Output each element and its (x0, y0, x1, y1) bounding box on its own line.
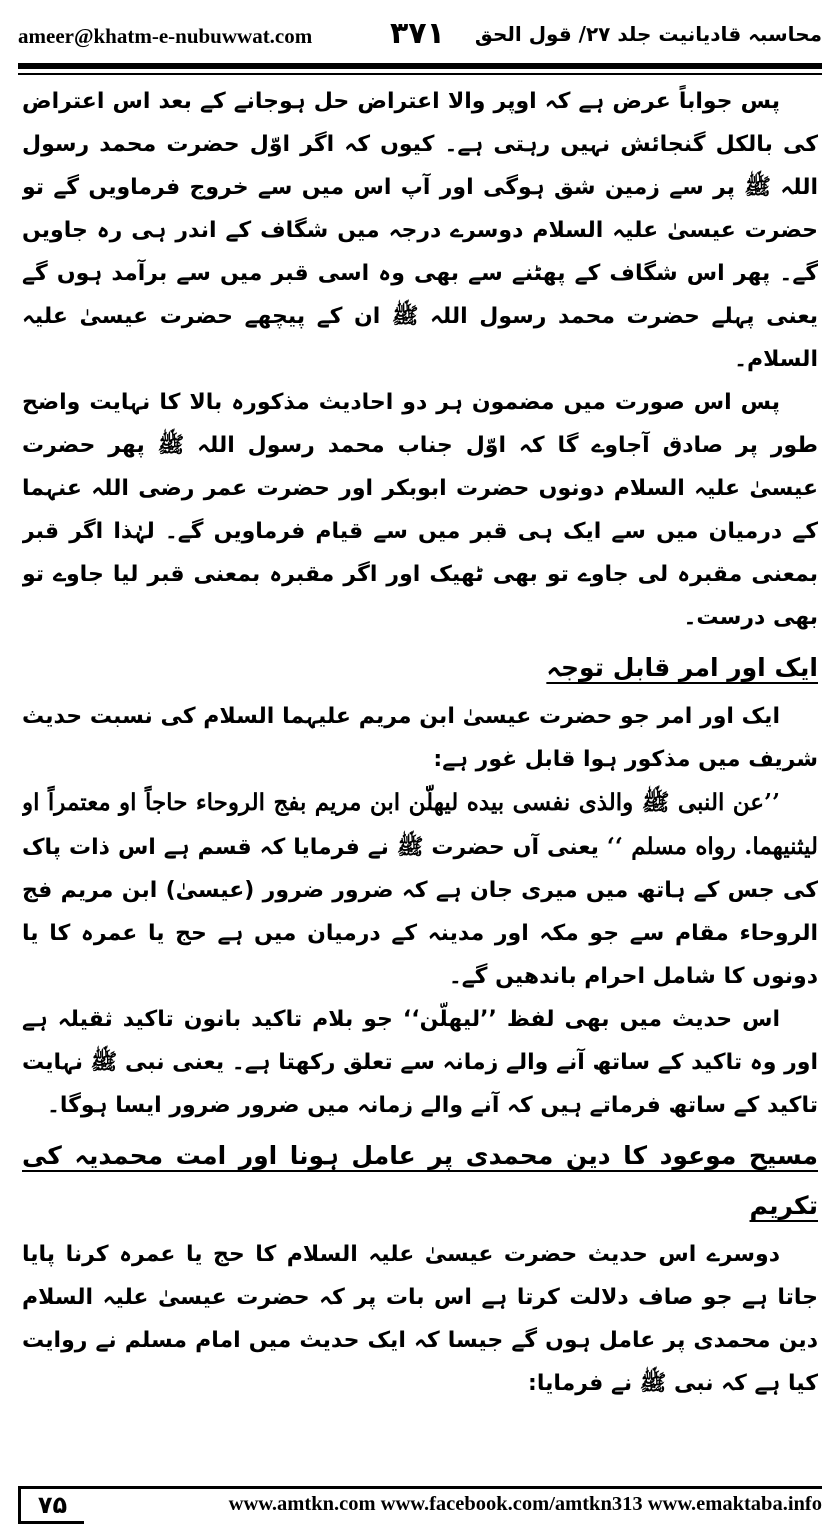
paragraph-6: دوسرے اس حدیث حضرت عیسیٰ علیہ السلام کا حج یا عمرہ کرنا پایا جاتا ہے جو صاف دلالت کرتا ہے اس بات پر کہ حضرت عیسیٰ علیہ السلام دین محمدی پر عامل ہوں گے جیسا کہ ایک حدیث میں امام مسلم نے روایت کیا ہے کہ نبی ﷺ نے فرمایا: (22, 1242, 818, 1396)
page-footer (18, 1486, 822, 1526)
footer-page-number: ۷۵ (18, 1486, 84, 1524)
footer-rule (84, 1486, 822, 1489)
header-rule-thick (18, 63, 822, 69)
page-body (22, 80, 818, 1480)
section-heading-1: ایک اور امر قابل توجہ (546, 653, 818, 682)
footer-website-links: www.amtkn.com www.facebook.com/amtkn313 www.emaktaba.info (228, 1493, 822, 1515)
header-page-number: ۳۷۱ (390, 16, 445, 51)
section-heading-2: مسیح موعود کا دین محمدی پر عامل ہونا اور امت محمدیہ کی تکریم (22, 1141, 818, 1220)
hadith-paragraph (22, 781, 818, 998)
header-book-title: محاسبہ قادیانیت جلد ۲۷/ قول الحق (474, 22, 822, 46)
hadith-urdu-translation: یعنی آں حضرت ﷺ نے فرمایا کہ قسم ہے اس ذات پاک کی جس کے ہاتھ میں میری جان ہے کہ ضرور ضرور (عیسیٰ) ابن مریم فج الروحاء مقام سے جو مکہ اور مدینہ کے درمیان میں ہے حج یا عمرہ کا یا دونوں کا شامل احرام باندھیں گے۔ (22, 835, 818, 989)
paragraph-2: پس اس صورت میں مضمون ہر دو احادیث مذکورہ بالا کا نہایت واضح طور پر صادق آجاوے گا کہ اوّل جناب محمد رسول اللہ ﷺ پھر حضرت عیسیٰ علیہ السلام دونوں حضرت ابوبکر اور حضرت عمر رضی اللہ عنہما کے درمیان میں سے ایک ہی قبر میں سے قیام فرماویں گے۔ لہٰذا اگر قبر بمعنی مقبرہ لی جاوے تو بھی ٹھیک اور اگر مقبرہ بمعنی قبر لیا جاوے تو بھی درست۔ (22, 390, 818, 630)
page-header (18, 18, 822, 54)
hadith-arabic-text: ’’عن النبی ﷺ والذی نفسی بیده لیهلّن ابن مریم بفج الروحاء حاجاً او معتمراً او لیثنیهما. رواه مسلم ‘‘ (22, 789, 818, 860)
paragraph-5: اس حدیث میں بھی لفظ ’’لیهلّن‘‘ جو بلام تاکید بانون تاکید ثقیلہ ہے اور وہ تاکید کے ساتھ آنے والے زمانہ سے تعلق رکھتا ہے۔ یعنی نبی ﷺ نہایت تاکید کے ساتھ فرماتے ہیں کہ آنے والے زمانہ میں ضرور ضرور ایسا ہوگا۔ (22, 1007, 818, 1118)
paragraph-3: ایک اور امر جو حضرت عیسیٰ ابن مریم علیہما السلام کی نسبت حدیث شریف میں مذکور ہوا قابل غور ہے: (22, 704, 818, 772)
paragraph-1: پس جواباً عرض ہے کہ اوپر والا اعتراض حل ہوجانے کے بعد اس اعتراض کی بالکل گنجائش نہیں رہتی ہے۔ کیوں کہ اگر اوّل حضرت محمد رسول اللہ ﷺ پر سے زمین شق ہوگی اور آپ اس میں سے خروج فرماویں گے تو حضرت عیسیٰ علیہ السلام دوسرے درجہ میں شگاف کے اندر ہی رہ جاویں گے۔ پھر اس شگاف کے پھٹنے سے بھی وہ اسی قبر میں سے برآمد ہوں گے یعنی پہلے حضرت محمد رسول اللہ ﷺ ان کے پیچھے حضرت عیسیٰ علیہ السلام۔ (22, 89, 818, 372)
header-rule-thin (18, 73, 822, 75)
header-email: ameer@khatm-e-nubuwwat.com (18, 24, 313, 48)
